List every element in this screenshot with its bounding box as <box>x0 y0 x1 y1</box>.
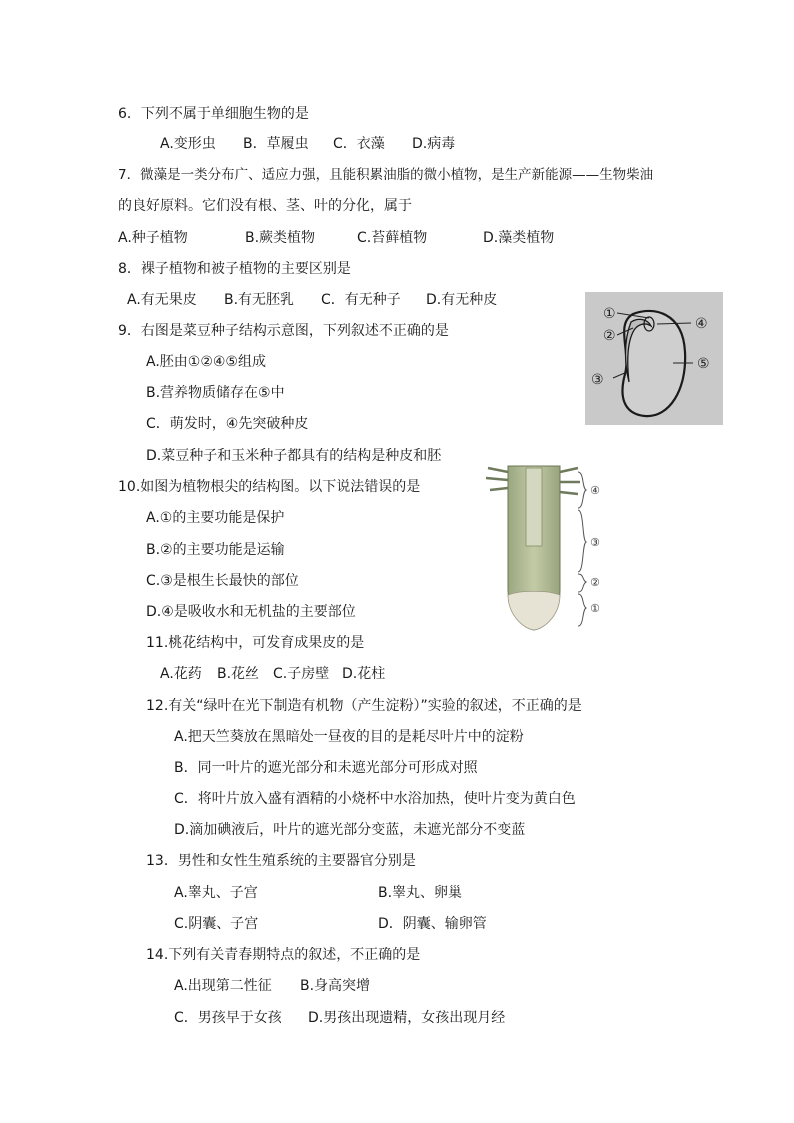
q12-option-c: C．将叶片放入盛有酒精的小烧杯中水浴加热，使叶片变为黄白色 <box>174 791 576 807</box>
q13-option-c: C.阴囊、子宫 <box>174 916 259 932</box>
seed-label-1: ① <box>603 306 616 322</box>
q10-option-d: D.④是吸收水和无机盐的主要部位 <box>146 604 356 620</box>
q8-option-c: C．有无种子 <box>321 292 401 308</box>
q8-option-d: D.有无种皮 <box>426 292 498 308</box>
q8-option-b: B.有无胚乳 <box>224 292 295 308</box>
seed-label-4: ④ <box>695 316 708 332</box>
root-hair <box>488 468 508 472</box>
q7-option-c: C.苔藓植物 <box>357 230 428 246</box>
q13-option-a: A.睾丸、子宫 <box>174 885 258 901</box>
q12-option-b: B．同一叶片的遮光部分和未遮光部分可形成对照 <box>174 760 478 776</box>
root-label-4: ④ <box>590 484 600 497</box>
root-hair <box>560 468 578 472</box>
brace-zone-2 <box>578 574 586 592</box>
q11-option-b: B.花丝 <box>217 666 260 682</box>
q9-stem: 9．右图是菜豆种子结构示意图，下列叙述不正确的是 <box>118 323 449 339</box>
q13-option-d: D．阴囊、输卵管 <box>378 916 487 932</box>
brace-zone-4 <box>578 472 586 508</box>
q11-option-a: A.花药 <box>160 666 202 682</box>
q14-stem: 14.下列有关青春期特点的叙述，不正确的是 <box>146 947 421 963</box>
q11-option-d: D.花柱 <box>342 666 386 682</box>
q14-option-a: A.出现第二性征 <box>174 978 272 994</box>
root-tip-diagram <box>478 460 608 635</box>
q12-option-d: D.滴加碘液后，叶片的遮光部分变蓝，未遮光部分不变蓝 <box>174 822 526 838</box>
root-hair <box>560 492 578 494</box>
q12-stem: 12.有关“绿叶在光下制造有机物（产生淀粉）”实验的叙述，不正确的是 <box>146 698 582 714</box>
q8-stem: 8．裸子植物和被子植物的主要区别是 <box>118 261 351 277</box>
q11-stem: 11.桃花结构中，可发育成果皮的是 <box>146 635 365 651</box>
root-label-3: ③ <box>590 536 600 549</box>
q6-option-c: C．衣藻 <box>333 136 385 152</box>
q7-stem-line1: 7．微藻是一类分布广、适应力强，且能积累油脂的微小植物，是生产新能源——生物柴油 <box>118 167 654 183</box>
q10-option-a: A.①的主要功能是保护 <box>146 510 285 526</box>
q14-option-c: C．男孩早于女孩 <box>174 1010 282 1026</box>
q10-stem: 10.如图为植物根尖的结构图。以下说法错误的是 <box>118 479 421 495</box>
root-vascular-core <box>526 468 542 546</box>
q13-stem: 13．男性和女性生殖系统的主要器官分别是 <box>146 853 416 869</box>
root-cap <box>508 591 560 630</box>
q7-option-d: D.藻类植物 <box>483 230 555 246</box>
root-hair <box>486 478 508 480</box>
seed-label-2: ② <box>603 328 616 344</box>
q7-option-b: B.蕨类植物 <box>245 230 316 246</box>
q9-option-a: A.胚由①②④⑤组成 <box>146 354 266 370</box>
q10-option-b: B.②的主要功能是运输 <box>146 542 285 558</box>
q6-option-d: D.病毒 <box>412 136 456 152</box>
q9-option-d: D.菜豆种子和玉米种子都具有的结构是种皮和胚 <box>146 448 442 464</box>
q11-option-c: C.子房壁 <box>273 666 330 682</box>
q14-option-b: B.身高突增 <box>300 978 371 994</box>
root-label-2: ② <box>590 576 600 589</box>
seed-label-3: ③ <box>591 372 604 388</box>
q9-option-c: C．萌发时，④先突破种皮 <box>146 416 309 432</box>
bean-seed-diagram <box>585 292 723 425</box>
brace-zone-1 <box>578 594 586 626</box>
q9-option-b: B.营养物质储存在⑤中 <box>146 385 285 401</box>
q14-option-d: D.男孩出现遗精，女孩出现月经 <box>308 1010 506 1026</box>
brace-zone-3 <box>578 510 586 572</box>
q12-option-a: A.把天竺葵放在黑暗处一昼夜的目的是耗尽叶片中的淀粉 <box>174 729 524 745</box>
q6-option-a: A.变形虫 <box>160 136 216 152</box>
root-hair <box>490 488 508 490</box>
q13-option-b: B.睾丸、卵巢 <box>378 885 463 901</box>
q7-option-a: A.种子植物 <box>118 230 188 246</box>
root-label-1: ① <box>590 602 600 615</box>
q7-stem-line2: 的良好原料。它们没有根、茎、叶的分化，属于 <box>118 198 412 214</box>
q8-option-a: A.有无果皮 <box>127 292 197 308</box>
q6-option-b: B．草履虫 <box>243 136 309 152</box>
q6-stem: 6．下列不属于单细胞生物的是 <box>118 106 309 122</box>
seed-label-5: ⑤ <box>697 356 710 372</box>
q10-option-c: C.③是根生长最快的部位 <box>146 573 299 589</box>
